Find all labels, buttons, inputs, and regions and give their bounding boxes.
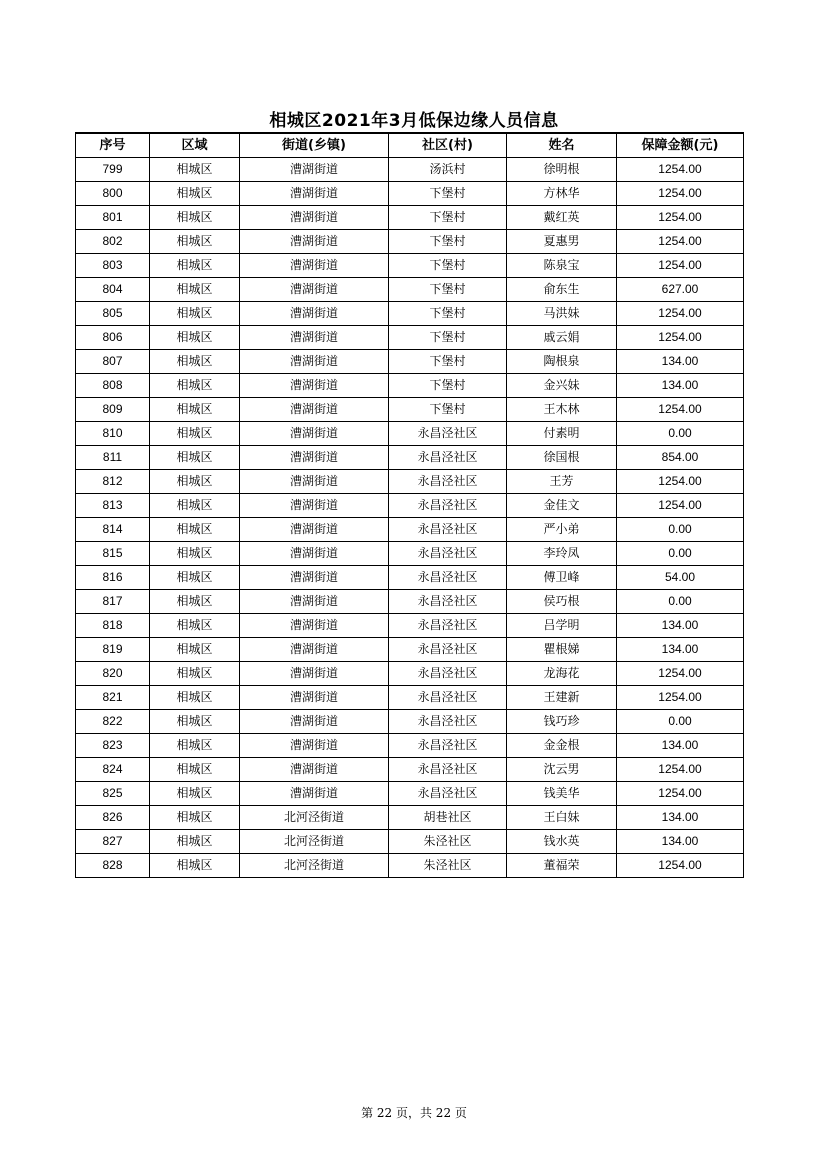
cell-amount: 854.00: [617, 446, 744, 470]
column-header-street: 街道(乡镇): [240, 133, 389, 158]
table-row: [76, 782, 744, 806]
table-row: [76, 422, 744, 446]
cell-street: 北河泾街道: [240, 806, 389, 830]
cell-street: 漕湖街道: [240, 350, 389, 374]
cell-amount: 1254.00: [617, 494, 744, 518]
column-header-community: 社区(村): [389, 133, 507, 158]
cell-community: 下堡村: [389, 182, 507, 206]
cell-street: 漕湖街道: [240, 518, 389, 542]
column-header-seq: 序号: [76, 133, 150, 158]
cell-area: 相城区: [150, 830, 240, 854]
cell-name: 徐国根: [507, 446, 617, 470]
cell-name: 王白妹: [507, 806, 617, 830]
cell-amount: 0.00: [617, 518, 744, 542]
cell-seq: 811: [76, 446, 150, 470]
table-row: [76, 686, 744, 710]
cell-area: 相城区: [150, 686, 240, 710]
cell-street: 漕湖街道: [240, 686, 389, 710]
table-row: [76, 542, 744, 566]
cell-name: 陈泉宝: [507, 254, 617, 278]
table-row: [76, 182, 744, 206]
cell-street: 漕湖街道: [240, 230, 389, 254]
cell-amount: 1254.00: [617, 686, 744, 710]
cell-area: 相城区: [150, 734, 240, 758]
cell-area: 相城区: [150, 302, 240, 326]
cell-area: 相城区: [150, 710, 240, 734]
cell-street: 漕湖街道: [240, 326, 389, 350]
cell-street: 漕湖街道: [240, 734, 389, 758]
cell-seq: 823: [76, 734, 150, 758]
table-row: [76, 806, 744, 830]
column-header-area: 区域: [150, 133, 240, 158]
cell-name: 严小弟: [507, 518, 617, 542]
cell-street: 漕湖街道: [240, 542, 389, 566]
cell-area: 相城区: [150, 446, 240, 470]
cell-community: 胡巷社区: [389, 806, 507, 830]
cell-name: 夏惠男: [507, 230, 617, 254]
table-row: [76, 710, 744, 734]
cell-community: 下堡村: [389, 206, 507, 230]
cell-street: 北河泾街道: [240, 830, 389, 854]
table-row: [76, 590, 744, 614]
cell-seq: 820: [76, 662, 150, 686]
cell-amount: 134.00: [617, 374, 744, 398]
cell-seq: 808: [76, 374, 150, 398]
cell-amount: 134.00: [617, 614, 744, 638]
cell-amount: 134.00: [617, 830, 744, 854]
cell-community: 下堡村: [389, 398, 507, 422]
table-row: [76, 662, 744, 686]
cell-area: 相城区: [150, 398, 240, 422]
cell-seq: 814: [76, 518, 150, 542]
cell-seq: 809: [76, 398, 150, 422]
cell-name: 傅卫峰: [507, 566, 617, 590]
cell-street: 漕湖街道: [240, 374, 389, 398]
cell-street: 漕湖街道: [240, 422, 389, 446]
table-row: [76, 374, 744, 398]
cell-street: 漕湖街道: [240, 446, 389, 470]
cell-area: 相城区: [150, 182, 240, 206]
cell-name: 王建新: [507, 686, 617, 710]
cell-amount: 1254.00: [617, 662, 744, 686]
cell-area: 相城区: [150, 566, 240, 590]
cell-amount: 627.00: [617, 278, 744, 302]
cell-area: 相城区: [150, 590, 240, 614]
cell-area: 相城区: [150, 854, 240, 878]
cell-area: 相城区: [150, 782, 240, 806]
cell-community: 永昌泾社区: [389, 470, 507, 494]
table-row: [76, 206, 744, 230]
cell-community: 永昌泾社区: [389, 422, 507, 446]
cell-seq: 828: [76, 854, 150, 878]
cell-seq: 800: [76, 182, 150, 206]
cell-street: 漕湖街道: [240, 182, 389, 206]
table-row: [76, 398, 744, 422]
cell-amount: 1254.00: [617, 782, 744, 806]
cell-name: 金兴妹: [507, 374, 617, 398]
cell-area: 相城区: [150, 638, 240, 662]
cell-amount: 0.00: [617, 590, 744, 614]
cell-seq: 813: [76, 494, 150, 518]
cell-name: 董福荣: [507, 854, 617, 878]
column-header-amount: 保障金额(元): [617, 133, 744, 158]
cell-seq: 803: [76, 254, 150, 278]
cell-community: 朱泾社区: [389, 854, 507, 878]
cell-name: 金佳文: [507, 494, 617, 518]
table-row: [76, 566, 744, 590]
cell-community: 永昌泾社区: [389, 734, 507, 758]
cell-amount: 1254.00: [617, 254, 744, 278]
cell-community: 下堡村: [389, 278, 507, 302]
table-row: [76, 158, 744, 182]
cell-seq: 817: [76, 590, 150, 614]
cell-seq: 802: [76, 230, 150, 254]
cell-amount: 134.00: [617, 734, 744, 758]
cell-area: 相城区: [150, 158, 240, 182]
table-row: [76, 470, 744, 494]
cell-street: 漕湖街道: [240, 494, 389, 518]
cell-seq: 821: [76, 686, 150, 710]
cell-name: 金金根: [507, 734, 617, 758]
cell-amount: 1254.00: [617, 182, 744, 206]
cell-amount: 1254.00: [617, 206, 744, 230]
cell-street: 漕湖街道: [240, 782, 389, 806]
cell-amount: 1254.00: [617, 758, 744, 782]
table-row: [76, 614, 744, 638]
cell-seq: 804: [76, 278, 150, 302]
cell-amount: 1254.00: [617, 470, 744, 494]
cell-seq: 807: [76, 350, 150, 374]
cell-seq: 806: [76, 326, 150, 350]
cell-area: 相城区: [150, 206, 240, 230]
cell-name: 李玲凤: [507, 542, 617, 566]
cell-seq: 826: [76, 806, 150, 830]
cell-community: 朱泾社区: [389, 830, 507, 854]
table-row: [76, 734, 744, 758]
table-header-row: [76, 133, 744, 158]
cell-street: 漕湖街道: [240, 206, 389, 230]
cell-name: 钱水英: [507, 830, 617, 854]
table-row: [76, 230, 744, 254]
cell-amount: 134.00: [617, 806, 744, 830]
cell-seq: 816: [76, 566, 150, 590]
table-row: [76, 830, 744, 854]
cell-community: 永昌泾社区: [389, 782, 507, 806]
cell-community: 永昌泾社区: [389, 686, 507, 710]
cell-name: 王芳: [507, 470, 617, 494]
cell-community: 永昌泾社区: [389, 494, 507, 518]
cell-street: 漕湖街道: [240, 158, 389, 182]
cell-area: 相城区: [150, 254, 240, 278]
table-row: [76, 854, 744, 878]
table-row: [76, 518, 744, 542]
cell-street: 北河泾街道: [240, 854, 389, 878]
table-row: [76, 758, 744, 782]
cell-seq: 815: [76, 542, 150, 566]
cell-street: 漕湖街道: [240, 566, 389, 590]
table-row: [76, 494, 744, 518]
cell-community: 永昌泾社区: [389, 446, 507, 470]
cell-area: 相城区: [150, 326, 240, 350]
cell-community: 永昌泾社区: [389, 662, 507, 686]
column-header-name: 姓名: [507, 133, 617, 158]
cell-name: 沈云男: [507, 758, 617, 782]
cell-community: 永昌泾社区: [389, 518, 507, 542]
cell-amount: 0.00: [617, 422, 744, 446]
cell-seq: 799: [76, 158, 150, 182]
page-title: 相城区2021年3月低保边缘人员信息: [269, 111, 559, 131]
cell-amount: 1254.00: [617, 302, 744, 326]
page-footer: 第 22 页，共 22 页: [361, 1106, 467, 1120]
cell-community: 下堡村: [389, 302, 507, 326]
cell-name: 戚云娟: [507, 326, 617, 350]
cell-area: 相城区: [150, 662, 240, 686]
cell-area: 相城区: [150, 614, 240, 638]
cell-community: 下堡村: [389, 230, 507, 254]
cell-amount: 134.00: [617, 638, 744, 662]
cell-community: 下堡村: [389, 326, 507, 350]
cell-name: 瞿根娣: [507, 638, 617, 662]
cell-name: 陶根泉: [507, 350, 617, 374]
table-body: [76, 158, 744, 878]
cell-name: 付素明: [507, 422, 617, 446]
cell-street: 漕湖街道: [240, 302, 389, 326]
table-row: [76, 278, 744, 302]
cell-community: 永昌泾社区: [389, 542, 507, 566]
cell-amount: 54.00: [617, 566, 744, 590]
cell-area: 相城区: [150, 278, 240, 302]
cell-seq: 818: [76, 614, 150, 638]
cell-community: 永昌泾社区: [389, 590, 507, 614]
cell-community: 永昌泾社区: [389, 710, 507, 734]
cell-street: 漕湖街道: [240, 470, 389, 494]
cell-name: 钱美华: [507, 782, 617, 806]
cell-community: 永昌泾社区: [389, 638, 507, 662]
cell-name: 方林华: [507, 182, 617, 206]
cell-seq: 801: [76, 206, 150, 230]
cell-street: 漕湖街道: [240, 662, 389, 686]
cell-name: 徐明根: [507, 158, 617, 182]
cell-area: 相城区: [150, 806, 240, 830]
cell-seq: 812: [76, 470, 150, 494]
cell-area: 相城区: [150, 350, 240, 374]
table-row: [76, 446, 744, 470]
cell-amount: 1254.00: [617, 230, 744, 254]
cell-community: 永昌泾社区: [389, 758, 507, 782]
cell-name: 俞东生: [507, 278, 617, 302]
cell-community: 汤浜村: [389, 158, 507, 182]
cell-community: 永昌泾社区: [389, 614, 507, 638]
cell-area: 相城区: [150, 374, 240, 398]
cell-street: 漕湖街道: [240, 590, 389, 614]
cell-seq: 810: [76, 422, 150, 446]
cell-seq: 805: [76, 302, 150, 326]
cell-seq: 819: [76, 638, 150, 662]
cell-community: 下堡村: [389, 350, 507, 374]
table-row: [76, 638, 744, 662]
cell-seq: 822: [76, 710, 150, 734]
cell-area: 相城区: [150, 230, 240, 254]
cell-community: 下堡村: [389, 254, 507, 278]
cell-street: 漕湖街道: [240, 758, 389, 782]
cell-area: 相城区: [150, 518, 240, 542]
cell-community: 永昌泾社区: [389, 566, 507, 590]
cell-street: 漕湖街道: [240, 278, 389, 302]
cell-area: 相城区: [150, 422, 240, 446]
cell-seq: 825: [76, 782, 150, 806]
cell-area: 相城区: [150, 542, 240, 566]
data-table: [75, 132, 744, 878]
cell-amount: 1254.00: [617, 398, 744, 422]
cell-name: 侯巧根: [507, 590, 617, 614]
cell-area: 相城区: [150, 494, 240, 518]
cell-area: 相城区: [150, 758, 240, 782]
cell-name: 龙海花: [507, 662, 617, 686]
table-row: [76, 350, 744, 374]
cell-amount: 1254.00: [617, 854, 744, 878]
cell-amount: 1254.00: [617, 326, 744, 350]
cell-street: 漕湖街道: [240, 710, 389, 734]
cell-amount: 134.00: [617, 350, 744, 374]
cell-name: 王木林: [507, 398, 617, 422]
table-row: [76, 302, 744, 326]
cell-seq: 824: [76, 758, 150, 782]
cell-name: 戴红英: [507, 206, 617, 230]
cell-seq: 827: [76, 830, 150, 854]
table-row: [76, 254, 744, 278]
cell-street: 漕湖街道: [240, 254, 389, 278]
cell-amount: 0.00: [617, 542, 744, 566]
cell-community: 下堡村: [389, 374, 507, 398]
cell-amount: 0.00: [617, 710, 744, 734]
cell-street: 漕湖街道: [240, 614, 389, 638]
cell-name: 钱巧珍: [507, 710, 617, 734]
table-row: [76, 326, 744, 350]
cell-street: 漕湖街道: [240, 638, 389, 662]
cell-name: 马洪妹: [507, 302, 617, 326]
cell-name: 吕学明: [507, 614, 617, 638]
cell-amount: 1254.00: [617, 158, 744, 182]
cell-area: 相城区: [150, 470, 240, 494]
cell-street: 漕湖街道: [240, 398, 389, 422]
